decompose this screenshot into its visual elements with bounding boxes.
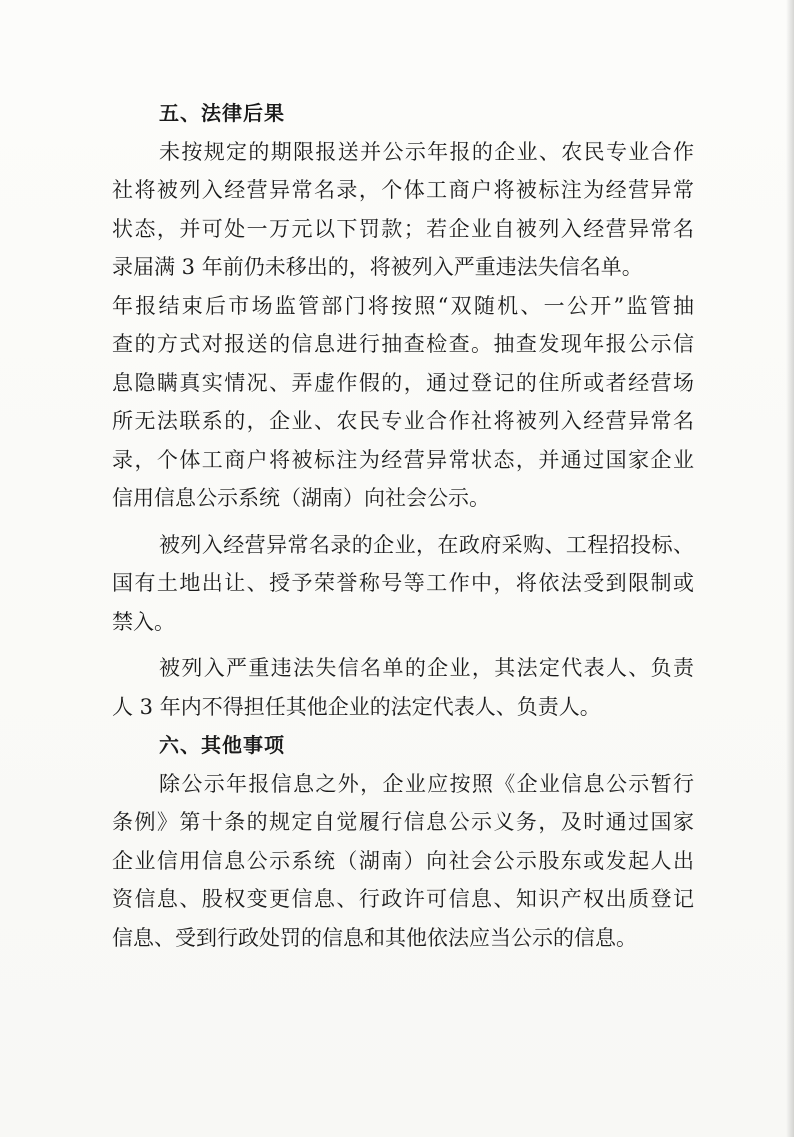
paragraph-line: 信息、受到行政处罚的信息和其他依法应当公示的信息。 xyxy=(112,925,637,950)
paragraph-line: 所无法联系的，企业、农民专业合作社将被列入经营异常名 xyxy=(112,409,694,433)
document-body xyxy=(112,94,694,957)
paragraph-line: 查的方式对报送的信息进行抽查检查。抽查发现年报公示信 xyxy=(112,332,694,356)
paragraph-line: 息隐瞒真实情况、弄虚作假的，通过登记的住所或者经营场 xyxy=(112,370,694,395)
paragraph-overdue-report xyxy=(112,133,694,287)
scan-edge-shadow xyxy=(786,0,794,1137)
paragraph-line: 国有土地出让、授予荣誉称号等工作中，将依法受到限制或 xyxy=(112,571,694,595)
paragraph-line: 信用信息公示系统（湖南）向社会公示。 xyxy=(112,486,490,510)
paragraph-line: 未按规定的期限报送并公示年报的企业、农民专业合作 xyxy=(159,139,694,164)
paragraph-abnormal-list-restrictions xyxy=(112,526,694,642)
section-heading-legal-consequences: 五、法律后果 xyxy=(159,101,285,125)
paragraph-serious-violation-list xyxy=(112,649,694,726)
paragraph-line: 年报结束后市场监管部门将按照“双随机、一公开”监管抽 xyxy=(112,293,694,318)
paragraph-line: 条例》第十条的规定自觉履行信息公示义务，及时通过国家 xyxy=(112,810,694,834)
paragraph-line: 被列入经营异常名录的企业，在政府采购、工程招投标、 xyxy=(159,532,694,557)
paragraph-line: 禁入。 xyxy=(112,609,175,634)
paragraph-line: 被列入严重违法失信名单的企业，其法定代表人、负责 xyxy=(159,656,694,680)
paragraph-line: 除公示年报信息之外，企业应按照《企业信息公示暂行 xyxy=(159,771,694,796)
paragraph-line: 企业信用信息公示系统（湖南）向社会公示股东或发起人出 xyxy=(112,848,694,873)
paragraph-spot-check xyxy=(112,287,694,518)
paragraph-other-disclosures xyxy=(112,765,694,958)
paragraph-line: 状态，并可处一万元以下罚款；若企业自被列入经营异常名 xyxy=(112,216,694,241)
paragraph-line: 资信息、股权变更信息、行政许可信息、知识产权出质登记 xyxy=(112,887,694,911)
section-heading-other-matters: 六、其他事项 xyxy=(159,733,285,757)
paragraph-line: 人 3 年内不得担任其他企业的法定代表人、负责人。 xyxy=(112,694,601,719)
paragraph-line: 社将被列入经营异常名录，个体工商户将被标注为经营异常 xyxy=(112,178,694,202)
paragraph-line: 录届满 3 年前仍未移出的，将被列入严重违法失信名单。 xyxy=(112,255,643,279)
paragraph-line: 录，个体工商户将被标注为经营异常状态，并通过国家企业 xyxy=(112,447,694,472)
